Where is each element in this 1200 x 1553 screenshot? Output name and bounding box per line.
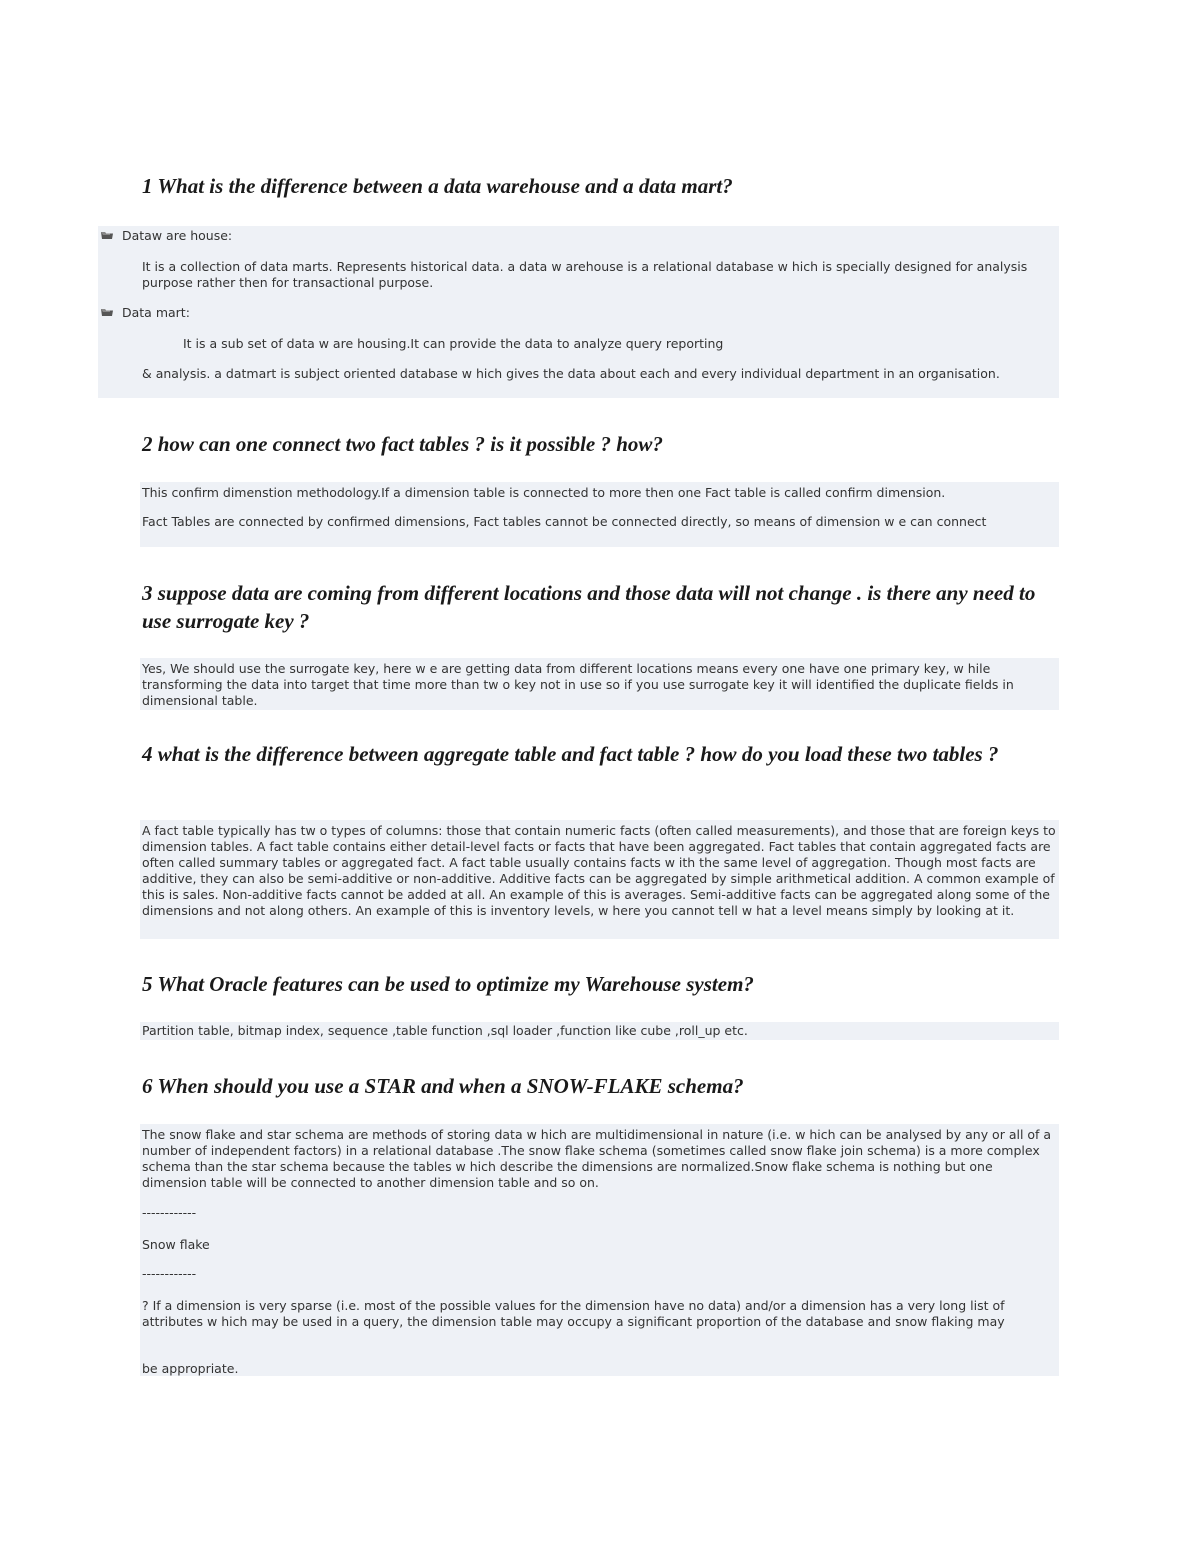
answer-3-paragraph: Yes, We should use the surrogate key, here w e are getting data from different locations means every one have one primary key, w hile transforming the data into target that time more than tw o key not in use so if you use surrogate key it will identified the duplicate fields in dimensional table. [142,661,1014,708]
question-5-title: 5 What Oracle features can be used to optimize my Warehouse system? [142,972,754,996]
answer-2-paragraph-1: This confirm dimenstion methodology.If a dimension table is connected to more then one Fact table is called confirm dimension. [142,485,946,500]
datawarehouse-label: Dataw are house: [122,228,233,243]
question-3-title: 3 suppose data are coming from different locations and those data will not change . is there any need to use surrogate key ? [142,581,1036,633]
question-4-title: 4 what is the difference between aggregate table and fact table ? how do you load these two tables ? [142,742,999,766]
answer-6-paragraph-3: be appropriate. [142,1361,239,1376]
snowflake-label: Snow flake [142,1237,210,1252]
folder-bullet-icon [100,228,114,242]
question-2-title: 2 how can one connect two fact tables ? is it possible ? how? [142,432,663,456]
separator-line: ------------ [142,1266,197,1281]
answer-6-paragraph-2: ? If a dimension is very sparse (i.e. most of the possible values for the dimension have no data) and/or a dimension has a very long list of attributes w hich may be used in a query, the dimension table may occupy a significant proportion of the database and snow flaking may [142,1298,1005,1329]
answer-4-paragraph: A fact table typically has tw o types of columns: those that contain numeric facts (often called measurements), and those that are foreign keys to dimension tables. A fact table contains either detail-level facts or facts that have been aggregated. Fact tables that contain aggregated facts are often called summary tables or aggregated fact. A fact table usually contains facts w ith the same level of aggregation. Though most facts are additive, they can also be semi-additive or non-additive. Additive facts can be aggregated by simple arithmetical addition. A common example of this is sales. Non-additive facts cannot be added at all. An example of this is averages. Semi-additive facts can be aggregated along some of the dimensions and not along others. An example of this is inventory levels, w here you cannot tell w hat a level means simply by looking at it. [142,823,1056,918]
question-6-title: 6 When should you use a STAR and when a SNOW-FLAKE schema? [142,1074,744,1098]
answer-2-paragraph-2: Fact Tables are connected by confirmed dimensions, Fact tables cannot be connected directly, so means of dimension w e can connect [142,514,987,529]
datamart-label: Data mart: [122,305,190,320]
answer-6-paragraph-1: The snow flake and star schema are methods of storing data w hich are multidimensional in nature (i.e. w hich can be analysed by any or all of a number of independent factors) in a relational database .The snow flake schema (sometimes called snow flake join schema) is a more complex schema than the star schema because the tables w hich describe the dimensions are normalized.Snow flake schema is nothing but one dimension table will be connected to another dimension table and so on. [142,1127,1052,1190]
datamart-text-2: & analysis. a datmart is subject oriented database w hich gives the data about each and every individual department in an organisation. [142,366,1000,381]
separator-line: ------------ [142,1205,197,1220]
question-1-title: 1 What is the difference between a data warehouse and a data mart? [142,174,733,198]
folder-bullet-icon [100,305,114,319]
answer-5-paragraph: Partition table, bitmap index, sequence ,table function ,sql loader ,function like cube ,roll_up etc. [142,1023,748,1038]
datawarehouse-text: It is a collection of data marts. Represents historical data. a data w arehouse is a relational database w hich is specially designed for analysis purpose rather then for transactional purpose. [142,259,1028,290]
datamart-text-1: It is a sub set of data w are housing.It can provide the data to analyze query reporting [183,336,724,351]
